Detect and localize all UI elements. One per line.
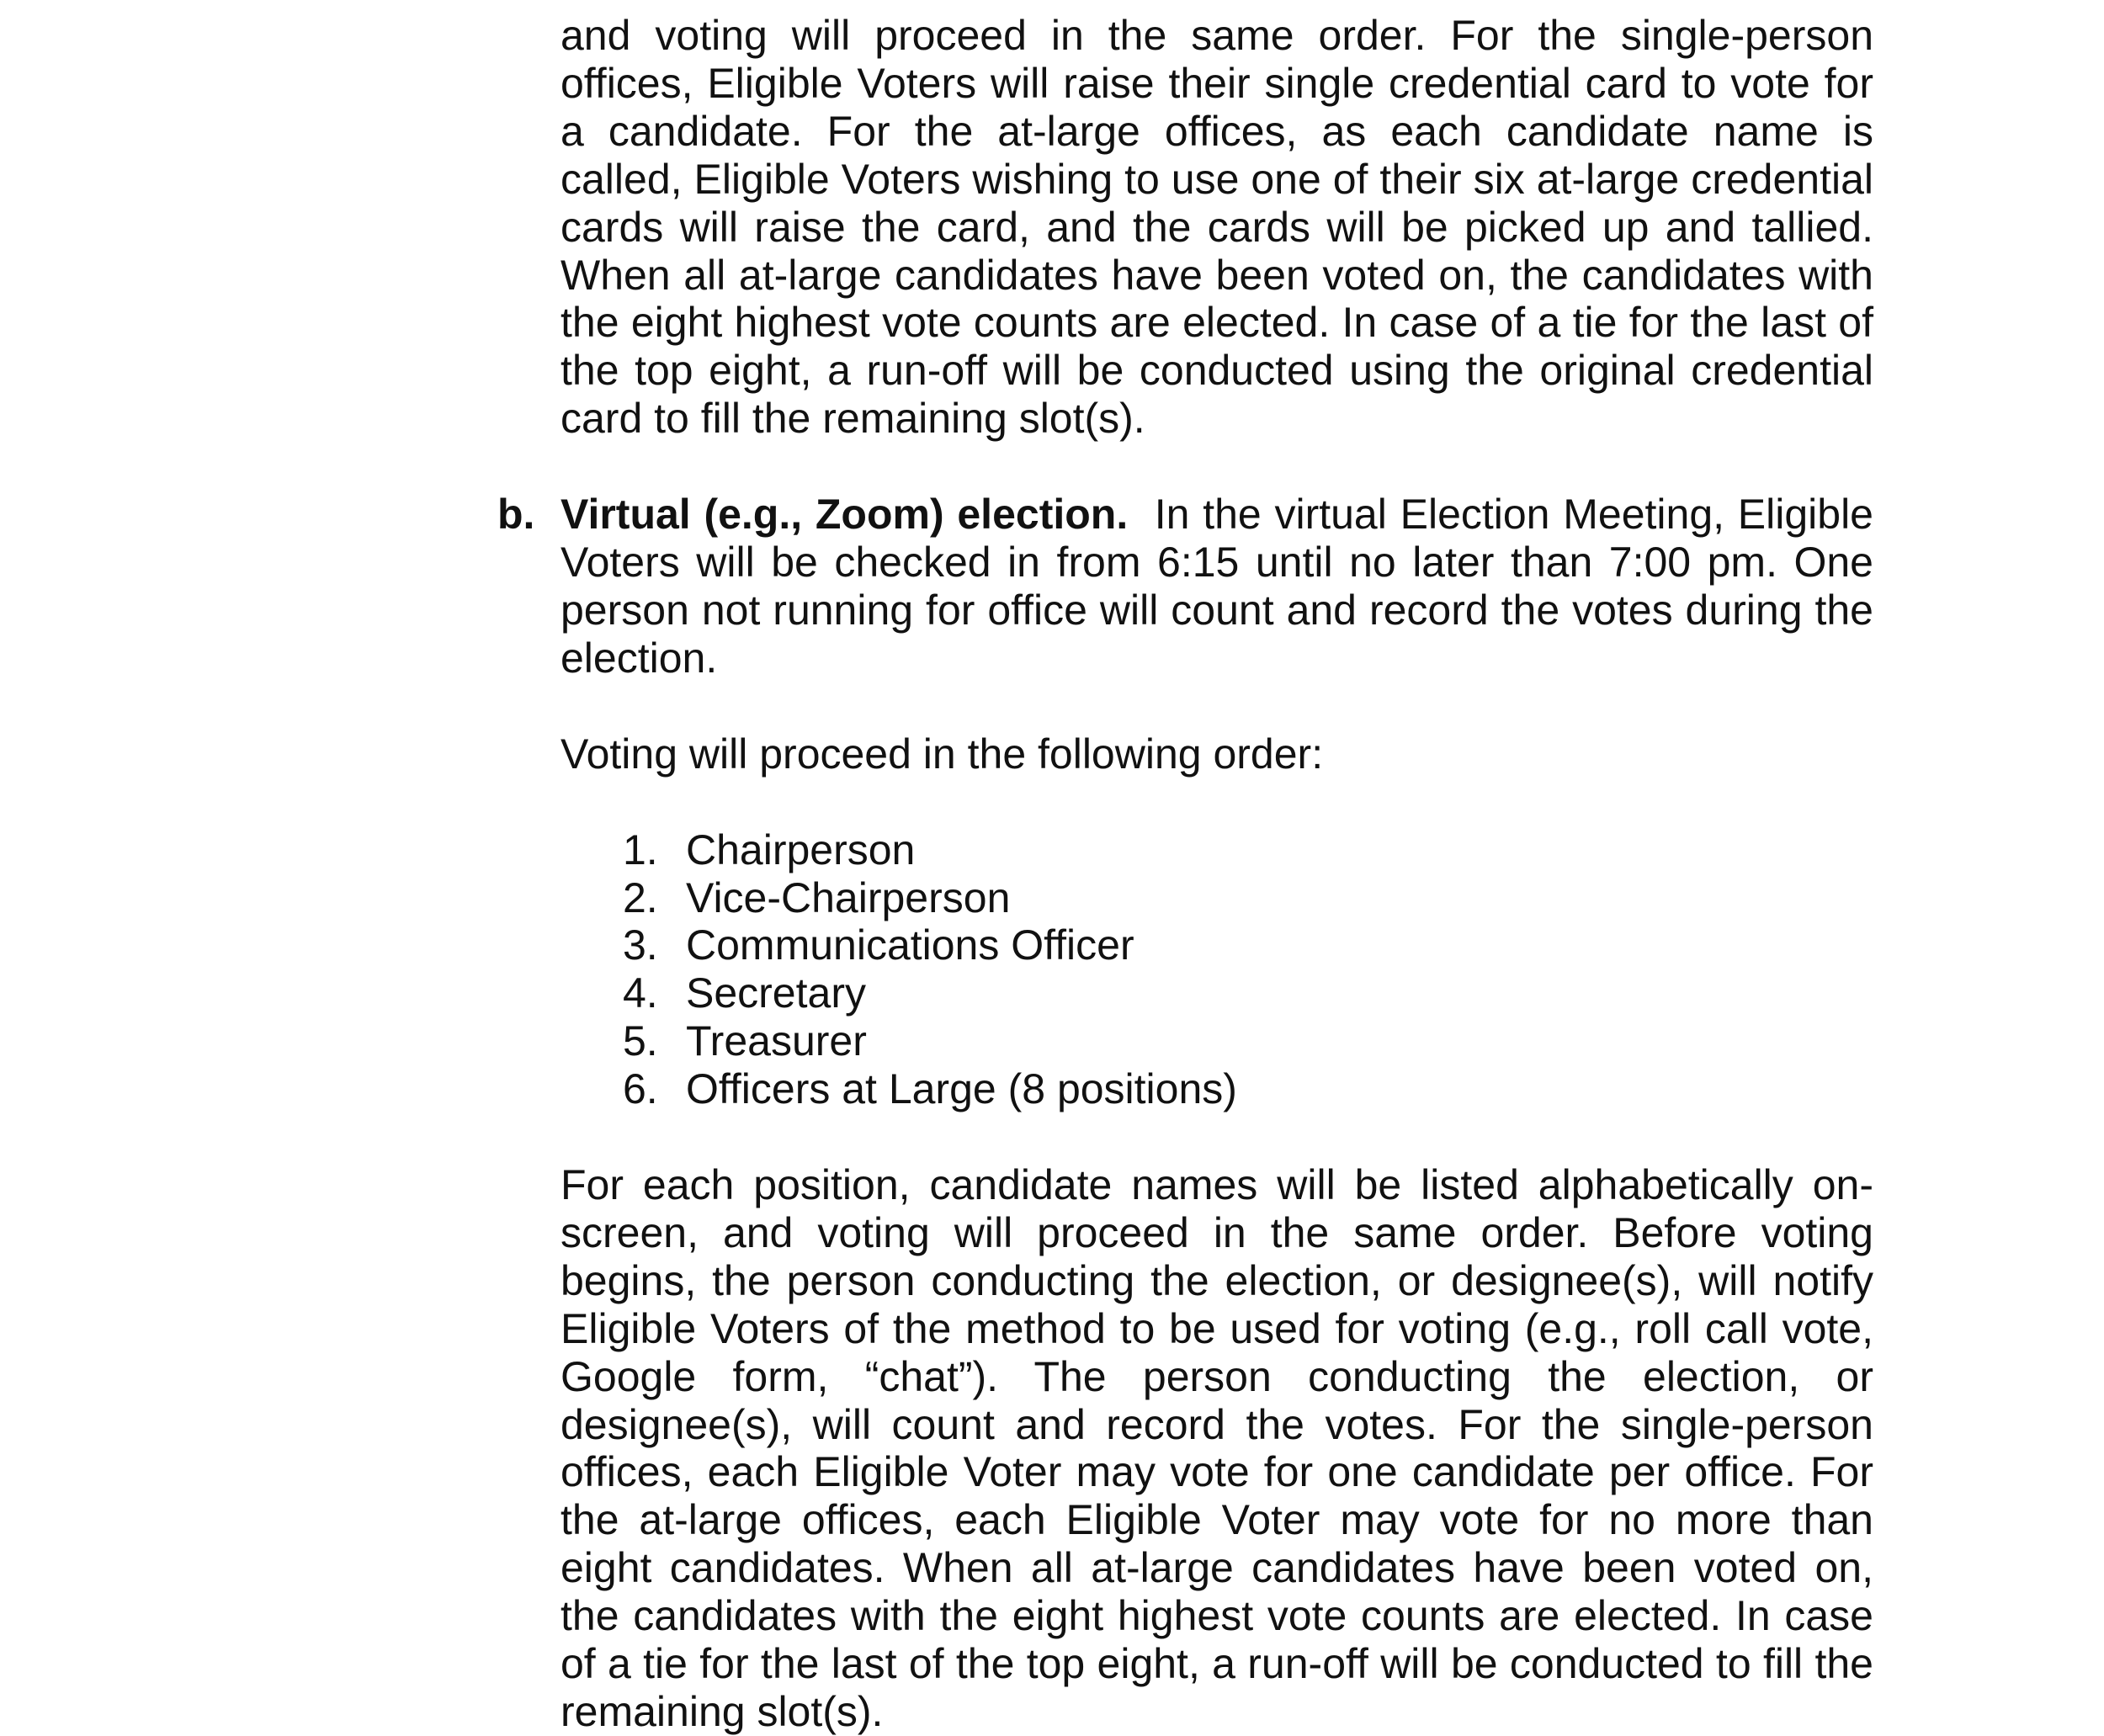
section-b [497,491,1873,1736]
list-item-number: 2. [623,873,658,921]
list-item-label: Chairperson [686,826,916,873]
paragraph-gap [561,682,1873,730]
list-item-number: 5. [623,1017,658,1065]
paragraph-gap [561,1113,1873,1161]
list-item [623,1065,1873,1113]
section-b-marker: b. [497,491,535,539]
list-item-label: Treasurer [686,1017,867,1065]
list-item-label: Communications Officer [686,921,1134,969]
section-b-intro: In the virtual Election Meeting, Eligible Voters will be checked in from 6:15 until no later than 7:00 pm. One person not running for office will count and record the votes during the election. [561,491,1873,682]
list-item [623,921,1873,969]
list-item-label: Officers at Large (8 positions) [686,1065,1237,1113]
list-item [623,826,1873,874]
document-body [497,12,1873,1736]
voting-order-intro: Voting will proceed in the following order: [561,730,1324,778]
section-b-closing-paragraph: For each position, candidate names will be listed alphabetically on-screen, and voting will proceed in the same order. Before voting begins, the person conducting the election, or designee(s), will notify Eligible Voters of the method to be used for voting (e.g., roll call vote, Google form, “chat”). The person conducting the election, or designee(s), will count and record the votes. For the single-person offices, each Eligible Voter may vote for one candidate per office. For the at-large offices, each Eligible Voter may vote for no more than eight candidates. When all at-large candidates have been voted on, the candidates with the eight highest vote counts are elected. In case of a tie for the last of the top eight, a run-off will be conducted to fill the remaining slot(s). [561,1161,1873,1735]
paragraph-gap [561,778,1873,826]
list-item-label: Secretary [686,969,866,1017]
list-item [623,874,1873,922]
list-item-label: Vice-Chairperson [686,873,1011,921]
continuation-paragraph: and voting will proceed in the same order. For the single-person offices, Eligible Voters will raise their single credential card to vote for a candidate. For the at-large offices, as each candidate name is called, Eligible Voters wishing to use one of their six at-large credential cards will raise the card, and the cards will be picked up and tallied. When all at-large candidates have been voted on, the candidates with the eight highest vote counts are elected. In case of a tie for the last of the top eight, a run-off will be conducted using the original credential card to fill the remaining slot(s). [561,12,1873,443]
section-b-heading: Virtual (e.g., Zoom) election. [561,491,1129,539]
list-item-number: 3. [623,921,658,969]
list-item [623,1017,1873,1065]
list-item [623,969,1873,1017]
voting-order-list [623,826,1873,1113]
list-item-number: 4. [623,969,658,1017]
list-item-number: 6. [623,1065,658,1113]
section-b-intro-paragraph [561,491,1873,682]
list-item-number: 1. [623,826,658,873]
